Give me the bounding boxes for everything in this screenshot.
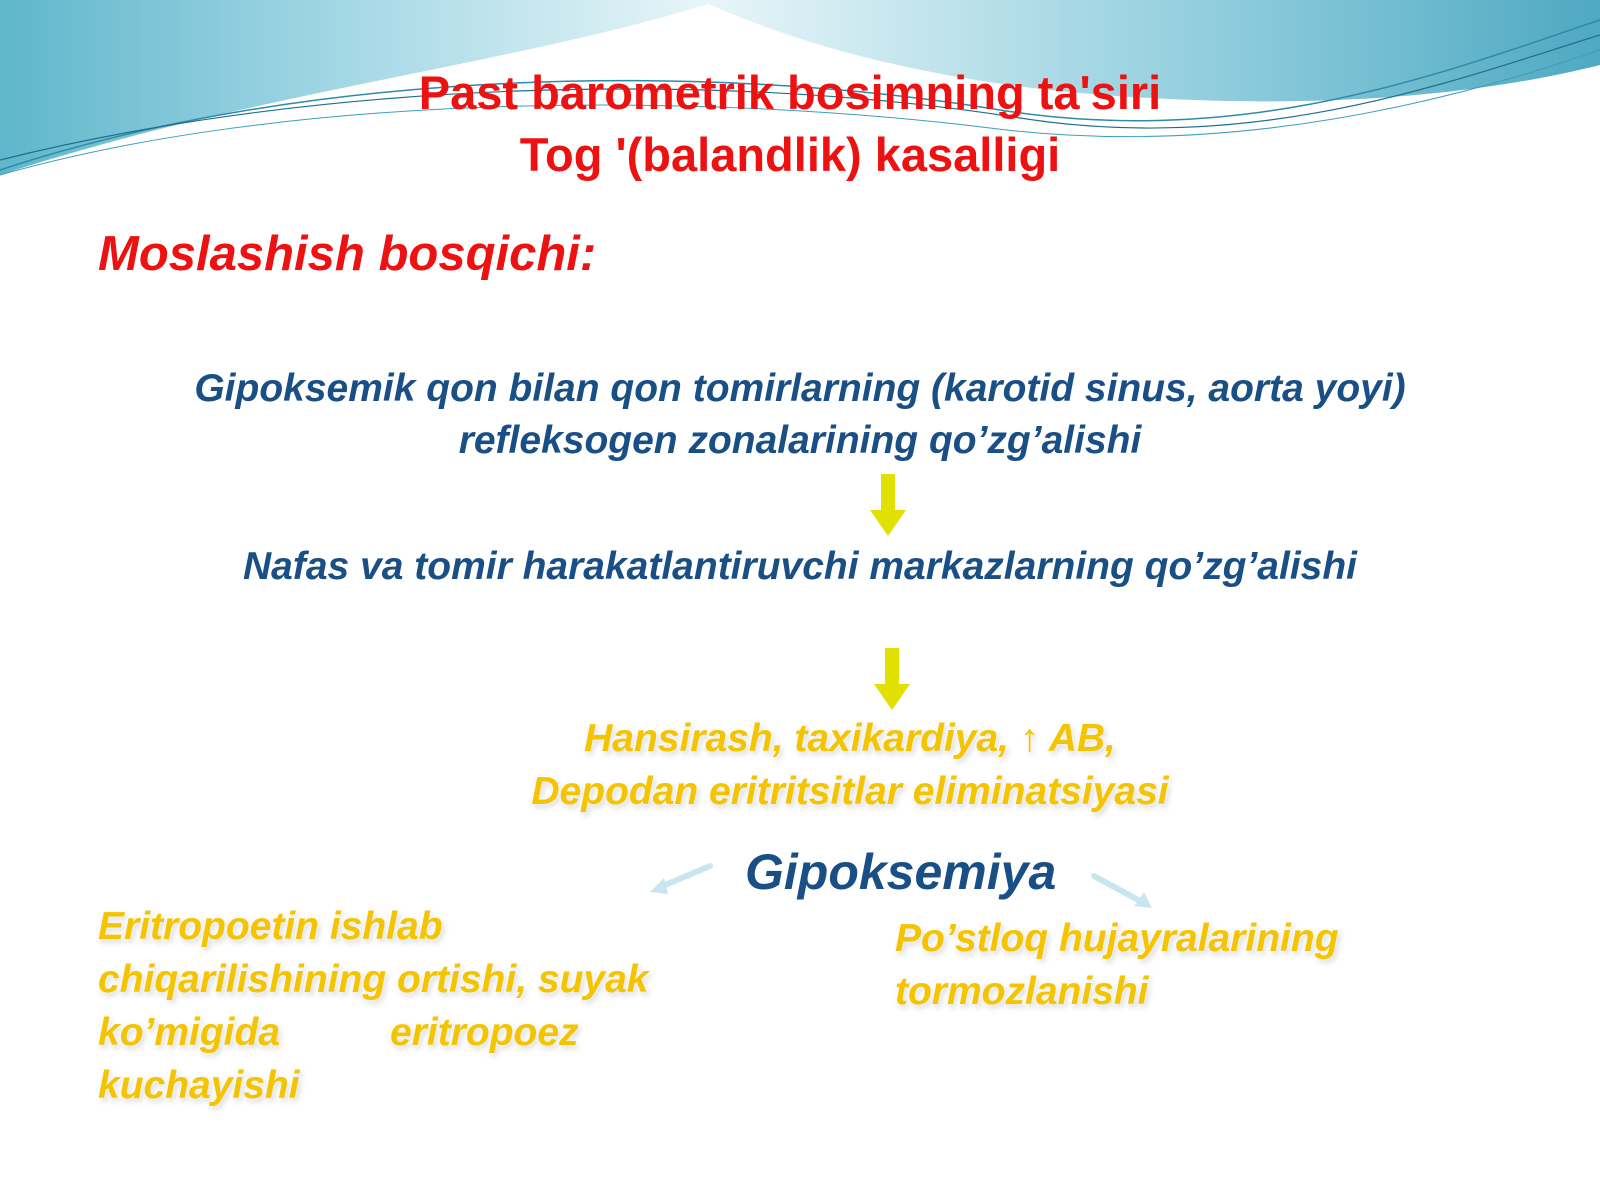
left-branch-line3a: ko’migida — [98, 1011, 281, 1054]
hypoxemia-label: Gipoksemiya — [745, 844, 1057, 900]
flow-step1-line2: refleksogen zonalarining qo’zg’alishi — [458, 419, 1142, 462]
right-branch-line1: Po’stloq hujayralarining — [895, 917, 1339, 960]
right-arrow-icon — [1090, 872, 1154, 912]
right-branch-text — [895, 912, 1535, 1018]
slide-title-line1: Past barometrik bosimning ta'siri — [418, 66, 1162, 119]
left-branch-text — [98, 900, 738, 1112]
left-branch-line1: Eritropoetin ishlab — [98, 905, 443, 948]
left-branch-line4: kuchayishi — [98, 1064, 300, 1107]
left-branch-line2: chiqarilishining ortishi, suyak — [98, 958, 649, 1001]
down-arrow-icon — [872, 648, 912, 712]
flow-step2: Nafas va tomir harakatlantiruvchi markazlarning qo’zg’alishi — [242, 545, 1357, 588]
left-branch-line3 — [98, 1006, 738, 1059]
down-arrow-icon — [868, 474, 908, 538]
symptoms-line2: Depodan eritritsitlar eliminatsiyasi — [531, 770, 1169, 813]
symptoms-line1: Hansirash, taxikardiya, ↑ AB, — [584, 717, 1116, 760]
slide-title-line2: Tog '(balandlik) kasalligi — [519, 128, 1061, 181]
flow-step1-line1: Gipoksemik qon bilan qon tomirlarning (karotid sinus, aorta yoyi) — [194, 367, 1406, 410]
left-branch-line3b: eritropoez — [390, 1011, 579, 1054]
stage-heading: Moslashish bosqichi: — [98, 227, 597, 281]
right-branch-line2: tormozlanishi — [895, 970, 1149, 1013]
left-arrow-icon — [650, 862, 714, 896]
